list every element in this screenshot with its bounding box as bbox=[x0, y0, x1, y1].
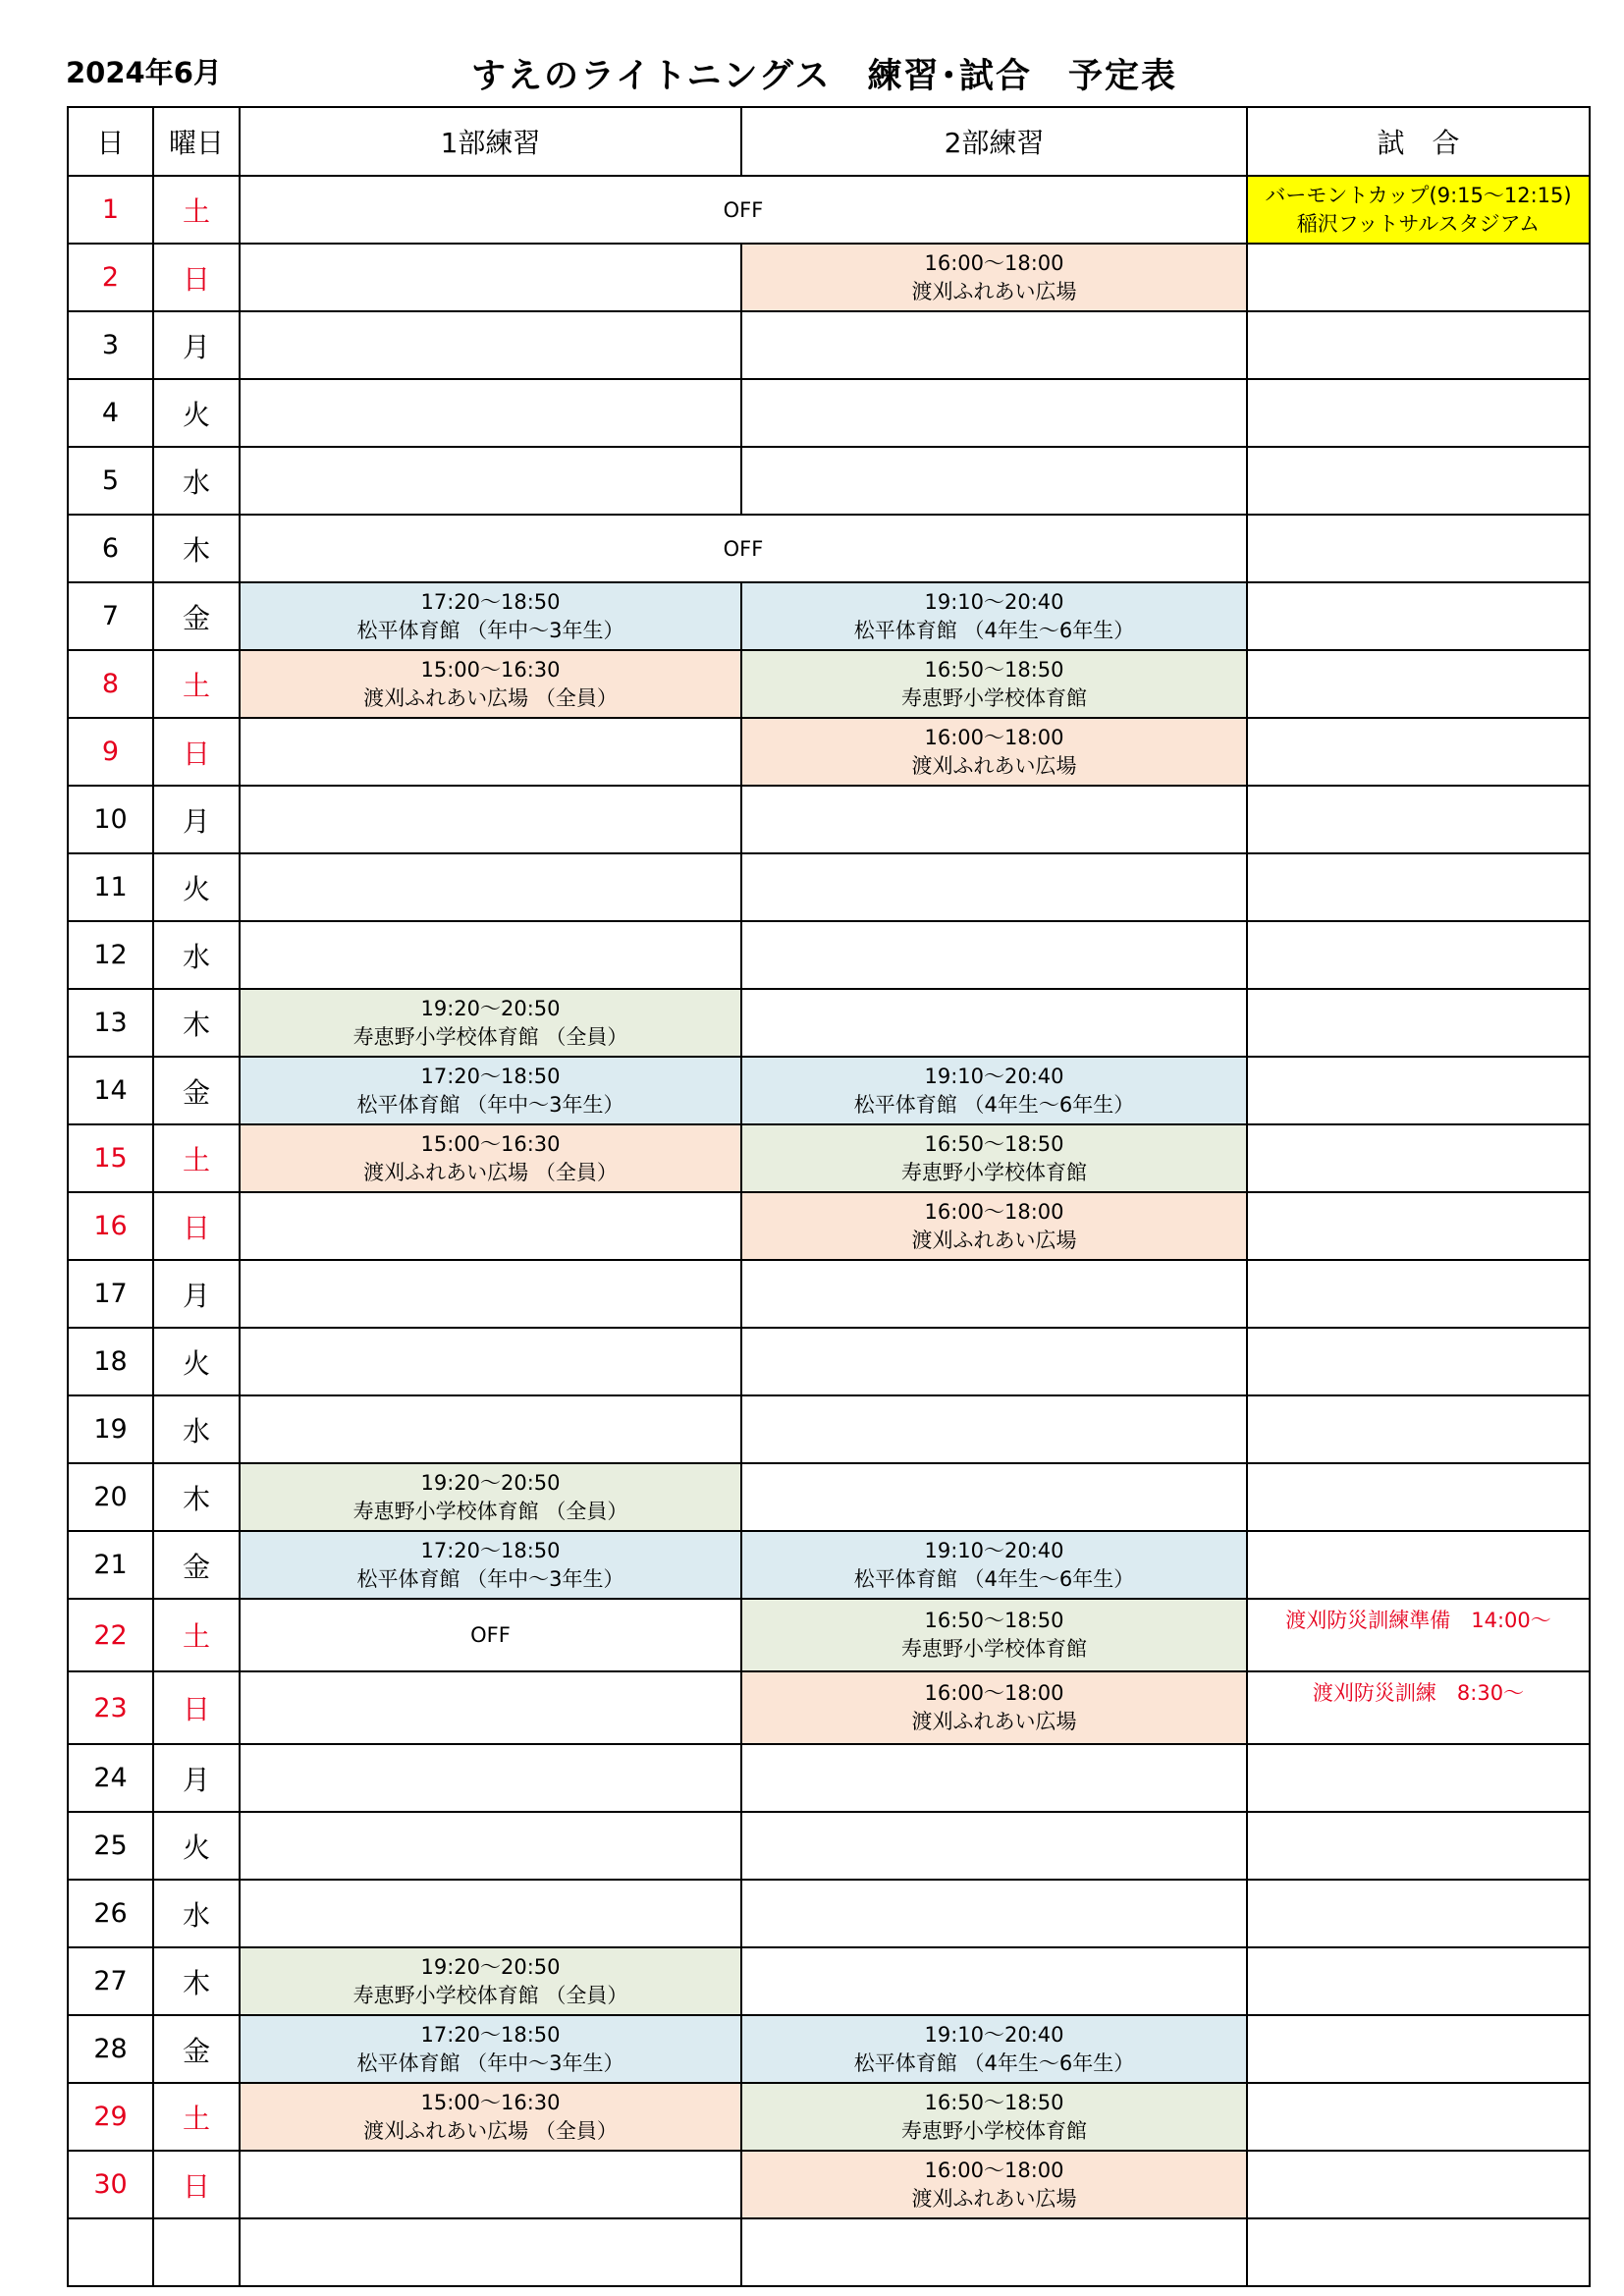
practice-2-cell bbox=[741, 921, 1247, 989]
weekday-cell: 日 bbox=[153, 2151, 240, 2218]
weekday-cell: 木 bbox=[153, 989, 240, 1057]
practice-1-cell bbox=[240, 2015, 741, 2083]
practice-2-cell bbox=[741, 447, 1247, 515]
table-row bbox=[68, 1124, 1590, 1192]
match-cell bbox=[1247, 1192, 1590, 1260]
event-venue: 渡刈ふれあい広場 bbox=[911, 2186, 1077, 2211]
event-time: 19:20～20:50 bbox=[420, 1954, 561, 1979]
weekday-cell: 木 bbox=[153, 515, 240, 582]
day-cell: 21 bbox=[68, 1531, 153, 1599]
weekday-cell: 金 bbox=[153, 1531, 240, 1599]
practice-1-cell bbox=[240, 1812, 741, 1880]
practice-2-cell bbox=[741, 1057, 1247, 1124]
weekday-cell: 日 bbox=[153, 244, 240, 311]
day-cell: 7 bbox=[68, 582, 153, 650]
event-venue: 渡刈ふれあい広場 （全員） bbox=[363, 2118, 618, 2143]
match-cell bbox=[1247, 1260, 1590, 1328]
match-cell bbox=[1247, 447, 1590, 515]
event-venue: 渡刈ふれあい広場 bbox=[911, 753, 1077, 778]
practice-2-cell bbox=[741, 989, 1247, 1057]
event-venue: 寿恵野小学校体育館 （全員） bbox=[352, 1024, 628, 1049]
day-cell: 6 bbox=[68, 515, 153, 582]
table-row bbox=[68, 718, 1590, 786]
table-row bbox=[68, 176, 1590, 244]
practice-2-cell bbox=[741, 1328, 1247, 1395]
table-row bbox=[68, 515, 1590, 582]
match-cell bbox=[1247, 2015, 1590, 2083]
col-header-day: 日 bbox=[68, 107, 153, 176]
practice-1-cell bbox=[240, 379, 741, 447]
day-cell: 22 bbox=[68, 1599, 153, 1671]
table-row bbox=[68, 1599, 1590, 1671]
practice-2-cell bbox=[741, 1531, 1247, 1599]
day-cell: 18 bbox=[68, 1328, 153, 1395]
col-header-match: 試 合 bbox=[1247, 107, 1590, 176]
practice-1-cell bbox=[240, 650, 741, 718]
practice-1-cell bbox=[240, 447, 741, 515]
weekday-cell: 土 bbox=[153, 1124, 240, 1192]
event-time: バーモントカップ(9:15～12:15) bbox=[1265, 183, 1572, 207]
event-time: 16:50～18:50 bbox=[924, 2090, 1064, 2114]
table-row bbox=[68, 650, 1590, 718]
match-cell bbox=[1247, 1057, 1590, 1124]
practice-1-cell bbox=[240, 1395, 741, 1463]
weekday-cell: 火 bbox=[153, 853, 240, 921]
weekday-cell: 月 bbox=[153, 786, 240, 853]
event-time: 19:20～20:50 bbox=[420, 996, 561, 1020]
practice-2-cell bbox=[741, 311, 1247, 379]
off-cell: OFF bbox=[240, 515, 1247, 582]
event-venue: 松平体育館 （年中～3年生） bbox=[356, 1566, 624, 1591]
event-time: 17:20～18:50 bbox=[420, 2022, 561, 2047]
event-time: 16:00～18:00 bbox=[924, 725, 1064, 749]
event-venue: 松平体育館 （年中～3年生） bbox=[356, 618, 624, 642]
table-row bbox=[68, 1812, 1590, 1880]
table-row bbox=[68, 1260, 1590, 1328]
event-time: 19:10～20:40 bbox=[924, 589, 1064, 614]
event-time: 16:50～18:50 bbox=[924, 1609, 1064, 1632]
schedule-body bbox=[68, 176, 1590, 2286]
match-note: 渡刈防災訓練 8:30～ bbox=[1247, 1671, 1590, 1744]
weekday-cell: 土 bbox=[153, 650, 240, 718]
weekday-cell: 水 bbox=[153, 1880, 240, 1947]
event-time: 19:10～20:40 bbox=[924, 2022, 1064, 2047]
weekday-cell: 日 bbox=[153, 1192, 240, 1260]
event-venue: 寿恵野小学校体育館 （全員） bbox=[352, 1983, 628, 2007]
weekday-cell: 金 bbox=[153, 1057, 240, 1124]
event-venue: 寿恵野小学校体育館 bbox=[901, 1637, 1087, 1661]
weekday-cell: 火 bbox=[153, 1328, 240, 1395]
day-cell: 23 bbox=[68, 1671, 153, 1744]
weekday-cell: 火 bbox=[153, 1812, 240, 1880]
match-cell bbox=[1247, 2083, 1590, 2151]
day-cell: 14 bbox=[68, 1057, 153, 1124]
practice-1-cell: OFF bbox=[240, 1599, 741, 1671]
col-header-practice-2: 2部練習 bbox=[741, 107, 1247, 176]
table-row bbox=[68, 2151, 1590, 2218]
match-cell bbox=[1247, 176, 1590, 244]
practice-2-cell bbox=[741, 244, 1247, 311]
practice-2-cell bbox=[741, 1124, 1247, 1192]
practice-1-cell bbox=[240, 1463, 741, 1531]
practice-2-cell bbox=[741, 2151, 1247, 2218]
event-venue: 松平体育館 （4年生～6年生） bbox=[853, 1566, 1135, 1591]
col-header-weekday: 曜日 bbox=[153, 107, 240, 176]
event-venue: 松平体育館 （4年生～6年生） bbox=[853, 2050, 1135, 2075]
practice-2-cell bbox=[741, 1192, 1247, 1260]
table-row bbox=[68, 1463, 1590, 1531]
event-time: 16:50～18:50 bbox=[924, 657, 1064, 682]
event-venue: 松平体育館 （4年生～6年生） bbox=[853, 1092, 1135, 1117]
practice-1-cell bbox=[240, 2151, 741, 2218]
schedule-table bbox=[67, 106, 1591, 2287]
event-time: 19:10～20:40 bbox=[924, 1064, 1064, 1088]
practice-1-cell bbox=[240, 853, 741, 921]
practice-1-cell bbox=[240, 1947, 741, 2015]
weekday-cell: 日 bbox=[153, 1671, 240, 1744]
day-cell: 12 bbox=[68, 921, 153, 989]
practice-2-cell bbox=[741, 1599, 1247, 1671]
match-cell bbox=[1247, 1880, 1590, 1947]
match-cell bbox=[1247, 1463, 1590, 1531]
table-row bbox=[68, 311, 1590, 379]
practice-2-cell bbox=[741, 1947, 1247, 2015]
table-row bbox=[68, 379, 1590, 447]
weekday-cell: 月 bbox=[153, 1260, 240, 1328]
practice-2-cell bbox=[741, 1463, 1247, 1531]
weekday-cell: 月 bbox=[153, 1744, 240, 1812]
day-cell: 1 bbox=[68, 176, 153, 244]
match-cell bbox=[1247, 1812, 1590, 1880]
practice-1-cell bbox=[240, 1057, 741, 1124]
practice-1-cell bbox=[240, 244, 741, 311]
day-cell: 26 bbox=[68, 1880, 153, 1947]
page-title: すえのライトニングス 練習･試合 予定表 bbox=[471, 57, 1178, 96]
weekday-cell: 火 bbox=[153, 379, 240, 447]
day-cell: 2 bbox=[68, 244, 153, 311]
day-cell: 10 bbox=[68, 786, 153, 853]
table-row bbox=[68, 1880, 1590, 1947]
match-cell bbox=[1247, 379, 1590, 447]
practice-1-cell bbox=[240, 989, 741, 1057]
weekday-cell: 土 bbox=[153, 2083, 240, 2151]
day-cell: 20 bbox=[68, 1463, 153, 1531]
day-cell: 30 bbox=[68, 2151, 153, 2218]
practice-2-cell bbox=[741, 2015, 1247, 2083]
col-header-practice-1: 1部練習 bbox=[240, 107, 741, 176]
event-venue: 寿恵野小学校体育館 bbox=[901, 2118, 1087, 2143]
day-cell: 17 bbox=[68, 1260, 153, 1328]
table-row bbox=[68, 786, 1590, 853]
day-cell: 16 bbox=[68, 1192, 153, 1260]
practice-2-cell bbox=[741, 853, 1247, 921]
practice-2-cell bbox=[741, 2083, 1247, 2151]
weekday-cell: 水 bbox=[153, 447, 240, 515]
practice-2-cell bbox=[741, 1880, 1247, 1947]
day-cell: 15 bbox=[68, 1124, 153, 1192]
weekday-cell: 金 bbox=[153, 582, 240, 650]
match-cell bbox=[1247, 718, 1590, 786]
event-venue: 寿恵野小学校体育館 bbox=[901, 1160, 1087, 1184]
practice-1-cell bbox=[240, 786, 741, 853]
practice-1-cell bbox=[240, 1671, 741, 1744]
practice-2-cell bbox=[741, 1744, 1247, 1812]
day-cell: 11 bbox=[68, 853, 153, 921]
event-time: 19:20～20:50 bbox=[420, 1470, 561, 1495]
table-row bbox=[68, 853, 1590, 921]
event-time: 16:00～18:00 bbox=[924, 2158, 1064, 2182]
month-label: 2024年6月 bbox=[66, 56, 222, 89]
practice-1-cell bbox=[240, 718, 741, 786]
weekday-cell: 金 bbox=[153, 2015, 240, 2083]
event-time: 16:00～18:00 bbox=[924, 1199, 1064, 1224]
practice-2-cell bbox=[741, 1812, 1247, 1880]
event-venue: 渡刈ふれあい広場 （全員） bbox=[363, 685, 618, 710]
table-row bbox=[68, 989, 1590, 1057]
match-cell bbox=[1247, 650, 1590, 718]
match-cell bbox=[1247, 311, 1590, 379]
weekday-cell: 土 bbox=[153, 176, 240, 244]
day-cell: 28 bbox=[68, 2015, 153, 2083]
event-time: 17:20～18:50 bbox=[420, 589, 561, 614]
practice-2-cell bbox=[741, 2218, 1247, 2286]
match-cell bbox=[1247, 989, 1590, 1057]
match-cell bbox=[1247, 1947, 1590, 2015]
practice-2-cell bbox=[741, 786, 1247, 853]
day-cell: 25 bbox=[68, 1812, 153, 1880]
day-cell bbox=[68, 2218, 153, 2286]
day-cell: 19 bbox=[68, 1395, 153, 1463]
weekday-cell: 月 bbox=[153, 311, 240, 379]
weekday-cell: 水 bbox=[153, 921, 240, 989]
table-row bbox=[68, 582, 1590, 650]
match-cell bbox=[1247, 1744, 1590, 1812]
match-cell bbox=[1247, 786, 1590, 853]
day-cell: 13 bbox=[68, 989, 153, 1057]
match-cell bbox=[1247, 2218, 1590, 2286]
event-venue: 松平体育館 （年中～3年生） bbox=[356, 1092, 624, 1117]
event-time: 16:50～18:50 bbox=[924, 1131, 1064, 1156]
event-time: 17:20～18:50 bbox=[420, 1538, 561, 1562]
practice-1-cell bbox=[240, 2218, 741, 2286]
table-row bbox=[68, 1328, 1590, 1395]
event-venue: 松平体育館 （年中～3年生） bbox=[356, 2050, 624, 2075]
table-row bbox=[68, 921, 1590, 989]
match-cell bbox=[1247, 1395, 1590, 1463]
practice-2-cell bbox=[741, 650, 1247, 718]
practice-2-cell bbox=[741, 379, 1247, 447]
event-time: 15:00～16:30 bbox=[420, 2090, 561, 2114]
match-cell bbox=[1247, 582, 1590, 650]
weekday-cell: 土 bbox=[153, 1599, 240, 1671]
match-cell bbox=[1247, 1124, 1590, 1192]
event-time: 19:10～20:40 bbox=[924, 1538, 1064, 1562]
practice-2-cell bbox=[741, 582, 1247, 650]
table-row bbox=[68, 1531, 1590, 1599]
event-venue: 稲沢フットサルスタジアム bbox=[1296, 211, 1541, 236]
table-row bbox=[68, 1395, 1590, 1463]
practice-1-cell bbox=[240, 2083, 741, 2151]
event-venue: 寿恵野小学校体育館 （全員） bbox=[352, 1499, 628, 1523]
day-cell: 29 bbox=[68, 2083, 153, 2151]
day-cell: 27 bbox=[68, 1947, 153, 2015]
day-cell: 5 bbox=[68, 447, 153, 515]
weekday-cell: 木 bbox=[153, 1463, 240, 1531]
table-row bbox=[68, 447, 1590, 515]
table-row bbox=[68, 244, 1590, 311]
match-cell bbox=[1247, 515, 1590, 582]
practice-1-cell bbox=[240, 1744, 741, 1812]
practice-2-cell bbox=[741, 1671, 1247, 1744]
event-venue: 渡刈ふれあい広場 bbox=[911, 279, 1077, 303]
match-cell bbox=[1247, 1328, 1590, 1395]
table-row bbox=[68, 1057, 1590, 1124]
event-venue: 松平体育館 （4年生～6年生） bbox=[853, 618, 1135, 642]
practice-2-cell bbox=[741, 1395, 1247, 1463]
match-note: 渡刈防災訓練準備 14:00～ bbox=[1247, 1599, 1590, 1671]
event-time: 16:00～18:00 bbox=[924, 1681, 1064, 1705]
match-cell bbox=[1247, 244, 1590, 311]
off-cell: OFF bbox=[240, 176, 1247, 244]
event-time: 16:00～18:00 bbox=[924, 250, 1064, 275]
day-cell: 8 bbox=[68, 650, 153, 718]
practice-2-cell bbox=[741, 718, 1247, 786]
event-time: 15:00～16:30 bbox=[420, 1131, 561, 1156]
header-row bbox=[68, 107, 1590, 176]
practice-1-cell bbox=[240, 1192, 741, 1260]
practice-2-cell bbox=[741, 1260, 1247, 1328]
event-venue: 渡刈ふれあい広場 （全員） bbox=[363, 1160, 618, 1184]
event-time: 15:00～16:30 bbox=[420, 657, 561, 682]
practice-1-cell bbox=[240, 1328, 741, 1395]
event-venue: 渡刈ふれあい広場 bbox=[911, 1228, 1077, 1252]
practice-1-cell bbox=[240, 1124, 741, 1192]
weekday-cell bbox=[153, 2218, 240, 2286]
table-row bbox=[68, 1671, 1590, 1744]
match-cell bbox=[1247, 2151, 1590, 2218]
table-row bbox=[68, 2083, 1590, 2151]
practice-1-cell bbox=[240, 311, 741, 379]
table-row bbox=[68, 1947, 1590, 2015]
event-time: 17:20～18:50 bbox=[420, 1064, 561, 1088]
practice-1-cell bbox=[240, 921, 741, 989]
match-cell bbox=[1247, 853, 1590, 921]
match-cell bbox=[1247, 921, 1590, 989]
table-row bbox=[68, 1192, 1590, 1260]
table-row bbox=[68, 2218, 1590, 2286]
day-cell: 9 bbox=[68, 718, 153, 786]
weekday-cell: 日 bbox=[153, 718, 240, 786]
weekday-cell: 木 bbox=[153, 1947, 240, 2015]
practice-1-cell bbox=[240, 1531, 741, 1599]
table-row bbox=[68, 1744, 1590, 1812]
match-cell bbox=[1247, 1531, 1590, 1599]
table-row bbox=[68, 2015, 1590, 2083]
event-venue: 寿恵野小学校体育館 bbox=[901, 685, 1087, 710]
practice-1-cell bbox=[240, 1880, 741, 1947]
day-cell: 24 bbox=[68, 1744, 153, 1812]
weekday-cell: 水 bbox=[153, 1395, 240, 1463]
day-cell: 3 bbox=[68, 311, 153, 379]
day-cell: 4 bbox=[68, 379, 153, 447]
practice-1-cell bbox=[240, 1260, 741, 1328]
practice-1-cell bbox=[240, 582, 741, 650]
event-venue: 渡刈ふれあい広場 bbox=[911, 1710, 1077, 1733]
